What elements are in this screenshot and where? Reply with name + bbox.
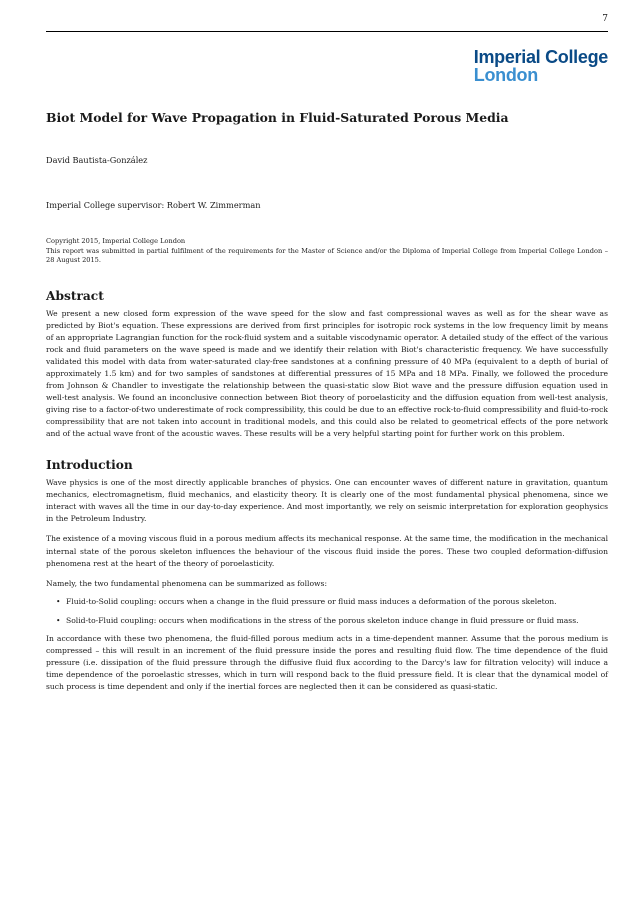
imperial-college-logo — [474, 48, 608, 84]
supervisor: Imperial College supervisor: Robert W. Zimmerman — [46, 200, 261, 210]
list-item-text: Fluid-to-Solid coupling: occurs when a change in the fluid pressure or fluid mass induces a deformation of the porous skeleton. — [66, 596, 557, 606]
submission-statement: This report was submitted in partial fulfilment of the requirements for the Master of Science and/or the Diploma of Imperial College from Imperial College London – 28 August 2015. — [46, 246, 608, 265]
list-item-text: Solid-to-Fluid coupling: occurs when modifications in the stress of the porous skeleton induce change in fluid pressure or fluid mass. — [66, 615, 579, 625]
abstract-text: We present a new closed form expression of the wave speed for the slow and fast compressional waves as well as for the shear wave as predicted by Biot's equation. These expressions are derived from first principles for isotropic rock systems in the low frequency limit by means of an appropriate Lagrangian function for the rock-fluid system and a suitable viscodynamic operator. A detailed study of the effect of the various rock and fluid parameters on the wave speed is made and we identify their relation with Biot's characteristic frequency. We have successfully validated this model with data from water-saturated clay-free sandstones at a confining pressure of 40 MPa (equivalent to a depth of burial of approximately 1.5 km) and for two samples of sandstones at differential pressures of 15 MPa and 18 MPa. Finally, we followed the procedure from Johnson & Chandler to investigate the relationship between the quasi-static slow Biot wave and the pressure diffusion equation used in well-test analysis. We found an inconclusive connection between Biot theory of poroelasticity and the diffusion equation from well-test analysis, giving rise to a factor-of-two underestimate of rock compressibility, this could be due to an effective rock-to-fluid compressibility and fluid-to-rock compressibility that are not taken into account in traditional models, and this could also be related to geometrical effects of the pore network and of the actual wave front of the acoustic waves. These results will be a very helpful starting point for further work on this problem. — [46, 308, 608, 439]
intro-paragraph-1: Wave physics is one of the most directly applicable branches of physics. One can encounter waves of different nature in gravitation, quantum mechanics, electromagnetism, fluid mechanics, and elasticity theory. It is clearly one of the most fundamental physical phenomena, since we interact with waves all the time in our day-to-day experience. And most importantly, we rely on seismic interpretation for exploration geophysics in the Petroleum Industry. — [46, 478, 608, 524]
page-content — [46, 110, 608, 693]
introduction-heading: Introduction — [46, 458, 133, 473]
header-rule — [46, 31, 608, 32]
logo-line-2: London — [473, 65, 538, 85]
copyright-notice — [46, 237, 608, 266]
intro-paragraph-2: The existence of a moving viscous fluid in a porous medium affects its mechanical response. At the same time, the modification in the mechanical internal state of the porous skeleton influences the behaviour of the viscous fluid inside the pores. These two coupled deformation-diffusion phenomena rest at the heart of the theory of poroelasticity. — [46, 534, 608, 568]
intro-paragraph-4: In accordance with these two phenomena, the fluid-filled porous medium acts in a time-dependent manner. Assume that the porous medium is compressed – this will result in an increment of the fluid pressure inside the pores and resulting fluid flow. The time dependence of the fluid pressure (i.e. dissipation of the fluid pressure through the diffusive fluid flux according to the Darcy's law for filtration velocity) will induce a time dependence of the poroelastic stresses, which in turn will respond back to the fluid pressure field. It is clear that the dynamical model of such process is time dependent and only if the inertial forces are neglected then it can be considered as quasi-static. — [46, 633, 608, 691]
logo-line-1: Imperial College — [473, 47, 608, 67]
coupling-list — [46, 596, 608, 627]
author: David Bautista-González — [46, 155, 148, 165]
intro-paragraph-3: Namely, the two fundamental phenomena can be summarized as follows: — [46, 578, 328, 588]
list-item — [56, 615, 608, 627]
page-number: 7 — [602, 14, 608, 24]
abstract-heading: Abstract — [46, 288, 104, 303]
bullet-icon: • — [56, 615, 61, 625]
paper-title: Biot Model for Wave Propagation in Fluid-Saturated Porous Media — [46, 110, 509, 125]
bullet-icon: • — [56, 596, 61, 606]
copyright-line: Copyright 2015, Imperial College London — [46, 237, 186, 245]
list-item — [56, 596, 608, 608]
